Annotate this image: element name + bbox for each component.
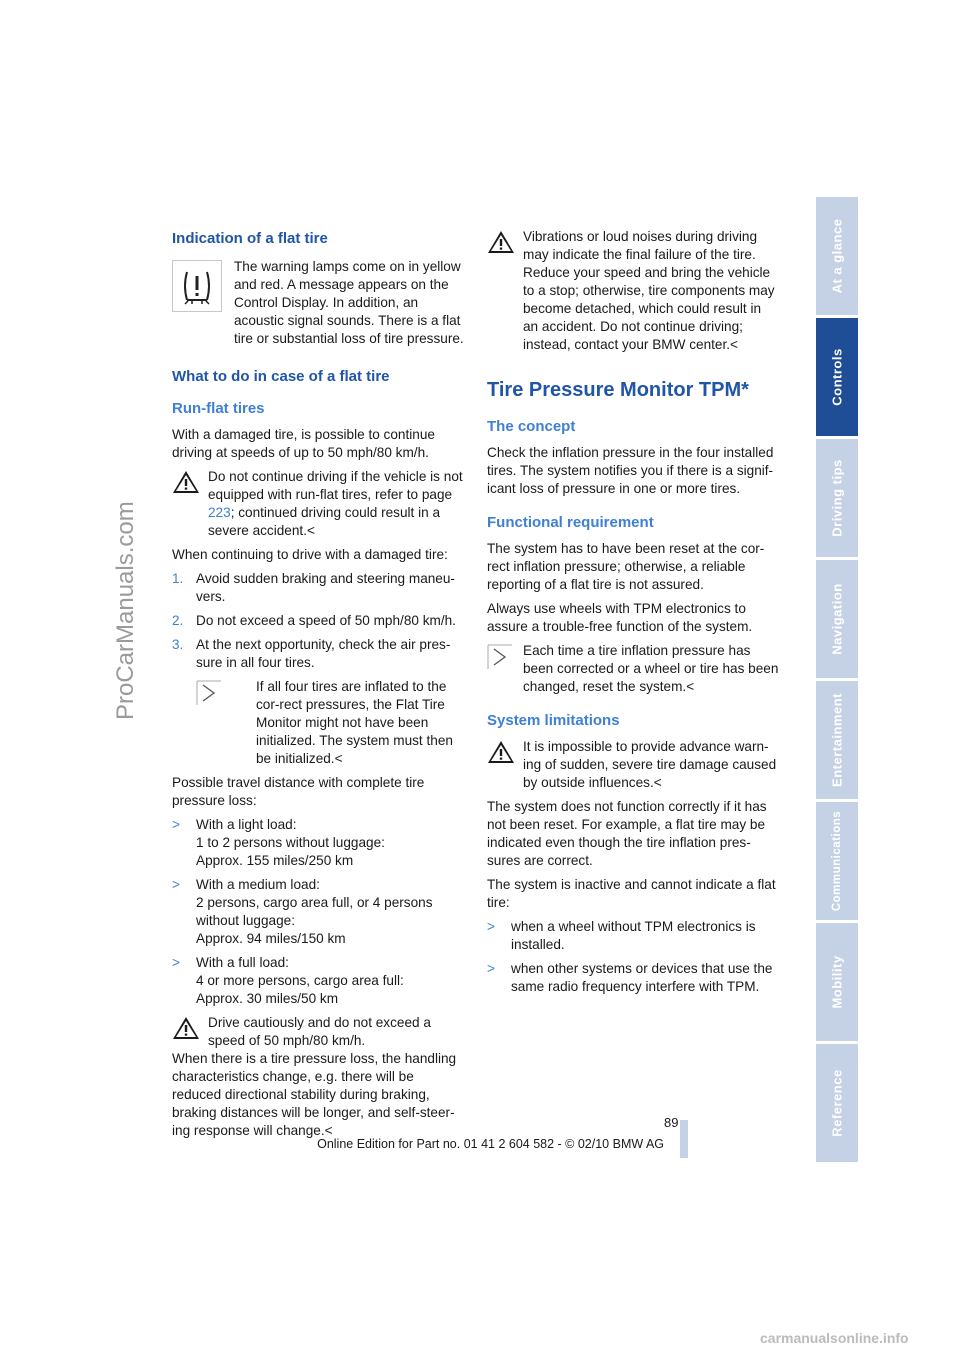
tab-at-a-glance[interactable]: At a glance bbox=[816, 197, 858, 315]
warning-runflat: Do not continue driving if the vehicle is not equipped with run-flat tires, refer to page 223; continued driving could result in a severe accident.< bbox=[172, 468, 464, 540]
warning-drive-cautiously: Drive cautiously and do not exceed a speed of 50 mph/80 km/h. bbox=[172, 1014, 464, 1050]
list-item: > when other systems or devices that use the same radio frequency interfere with TPM. bbox=[487, 961, 773, 994]
load-list bbox=[172, 816, 464, 1008]
subheading-system-limitations: System limitations bbox=[487, 712, 620, 729]
note-arrow-icon bbox=[196, 680, 222, 711]
tab-navigation[interactable]: Navigation bbox=[816, 560, 858, 678]
list-item: 3. At the next opportunity, check the air pres-sure in all four tires. bbox=[172, 637, 451, 670]
tab-communications[interactable]: Communications bbox=[816, 802, 858, 920]
list-item: > With a medium load: 2 persons, cargo area full, or 4 persons without luggage: Approx. 94 miles/150 km bbox=[172, 877, 433, 946]
list-item: > With a light load: 1 to 2 persons without luggage: Approx. 155 miles/250 km bbox=[172, 817, 385, 868]
warning-drive-cautiously-cont: When there is a tire pressure loss, the handling characteristics change, e.g. there will be reduced directional stability during braking, braking distances will be longer, and self-steer-ing response will change.< bbox=[172, 1051, 457, 1138]
page-link-223[interactable]: 223 bbox=[208, 505, 231, 520]
steps-list bbox=[172, 570, 464, 672]
concept-text: Check the inflation pressure in the four installed tires. The system notifies you if there is a signif-icant loss of pressure in one or more tires. bbox=[487, 445, 774, 496]
warning-triangle-icon bbox=[487, 230, 515, 259]
warning-triangle-icon bbox=[487, 740, 515, 769]
edition-footer: Online Edition for Part no. 01 41 2 604 582 - © 02/10 BMW AG bbox=[317, 1137, 664, 1151]
runflat-text: With a damaged tire, is possible to continue driving at speeds of up to 50 mph/80 km/h. bbox=[172, 427, 435, 460]
left-column bbox=[172, 228, 464, 1146]
note-arrow-icon bbox=[487, 644, 513, 675]
site-logo: carmanualsonline.info bbox=[760, 1330, 909, 1346]
list-item: 1. Avoid sudden braking and steering maneu-vers. bbox=[172, 571, 455, 604]
subheading-runflat: Run-flat tires bbox=[172, 400, 265, 417]
tire-warning-lamp-icon bbox=[172, 260, 222, 317]
list-item: > when a wheel without TPM electronics is installed. bbox=[487, 919, 756, 952]
tab-mobility[interactable]: Mobility bbox=[816, 923, 858, 1041]
note-inflated: If all four tires are inflated to the cor-rect pressures, the Flat Tire Monitor might not have been initialized. The system must then be initialized.< bbox=[196, 678, 464, 768]
section-heading-what-to-do: What to do in case of a flat tire bbox=[172, 368, 390, 385]
warning-triangle-icon bbox=[172, 1016, 200, 1045]
list-item: > With a full load: 4 or more persons, cargo area full: Approx. 30 miles/50 km bbox=[172, 955, 404, 1006]
warning-limitations: It is impossible to provide advance warn-ing of sudden, severe tire damage caused by outside influences.< bbox=[487, 738, 779, 792]
right-column bbox=[487, 228, 779, 1002]
warning-vibration: Vibrations or loud noises during driving may indicate the final failure of the tire. Reduce your speed and bring the vehicle to a stop; otherwise, tire components may become detached, which could result in an accident. Do not continue driving; instead, contact your BMW center.< bbox=[487, 228, 779, 354]
limits-list bbox=[487, 918, 779, 996]
chapter-tabs bbox=[816, 197, 858, 1165]
limits-text-2: The system is inactive and cannot indicate a flat tire: bbox=[487, 877, 776, 910]
section-heading-indication: Indication of a flat tire bbox=[172, 230, 328, 247]
list-item: 2. Do not exceed a speed of 50 mph/80 km/h. bbox=[172, 613, 456, 628]
note-reset-system: Each time a tire inflation pressure has been corrected or a wheel or tire has been changed, reset the system.< bbox=[487, 642, 779, 696]
chapter-heading-tpm: Tire Pressure Monitor TPM* bbox=[487, 379, 749, 401]
distance-intro: Possible travel distance with complete tire pressure loss: bbox=[172, 775, 425, 808]
tab-reference[interactable]: Reference bbox=[816, 1044, 858, 1162]
tab-driving-tips[interactable]: Driving tips bbox=[816, 439, 858, 557]
subheading-concept: The concept bbox=[487, 418, 576, 435]
func-text-2: Always use wheels with TPM electronics to assure a trouble-free function of the system. bbox=[487, 601, 753, 634]
warning-triangle-icon bbox=[172, 470, 200, 499]
continue-intro: When continuing to drive with a damaged tire: bbox=[172, 547, 448, 562]
tab-controls[interactable]: Controls bbox=[816, 318, 858, 436]
tab-entertainment[interactable]: Entertainment bbox=[816, 681, 858, 799]
func-text-1: The system has to have been reset at the cor-rect inflation pressure; otherwise, a reliable reporting of a flat tire is not assured. bbox=[487, 541, 765, 592]
subheading-functional-requirement: Functional requirement bbox=[487, 514, 654, 531]
footer-bar bbox=[680, 1120, 688, 1158]
indication-text: The warning lamps come on in yellow and red. A message appears on the Control Display. In addition, an acoustic signal sounds. There is a flat tire or substantial loss of tire pressure. bbox=[234, 259, 464, 346]
page-number: 89 bbox=[664, 1115, 679, 1130]
indication-block bbox=[172, 258, 464, 348]
limits-text-1: The system does not function correctly if it has not been reset. For example, a flat tire may be indicated even though the tire inflation pres-sures are correct. bbox=[487, 799, 767, 868]
